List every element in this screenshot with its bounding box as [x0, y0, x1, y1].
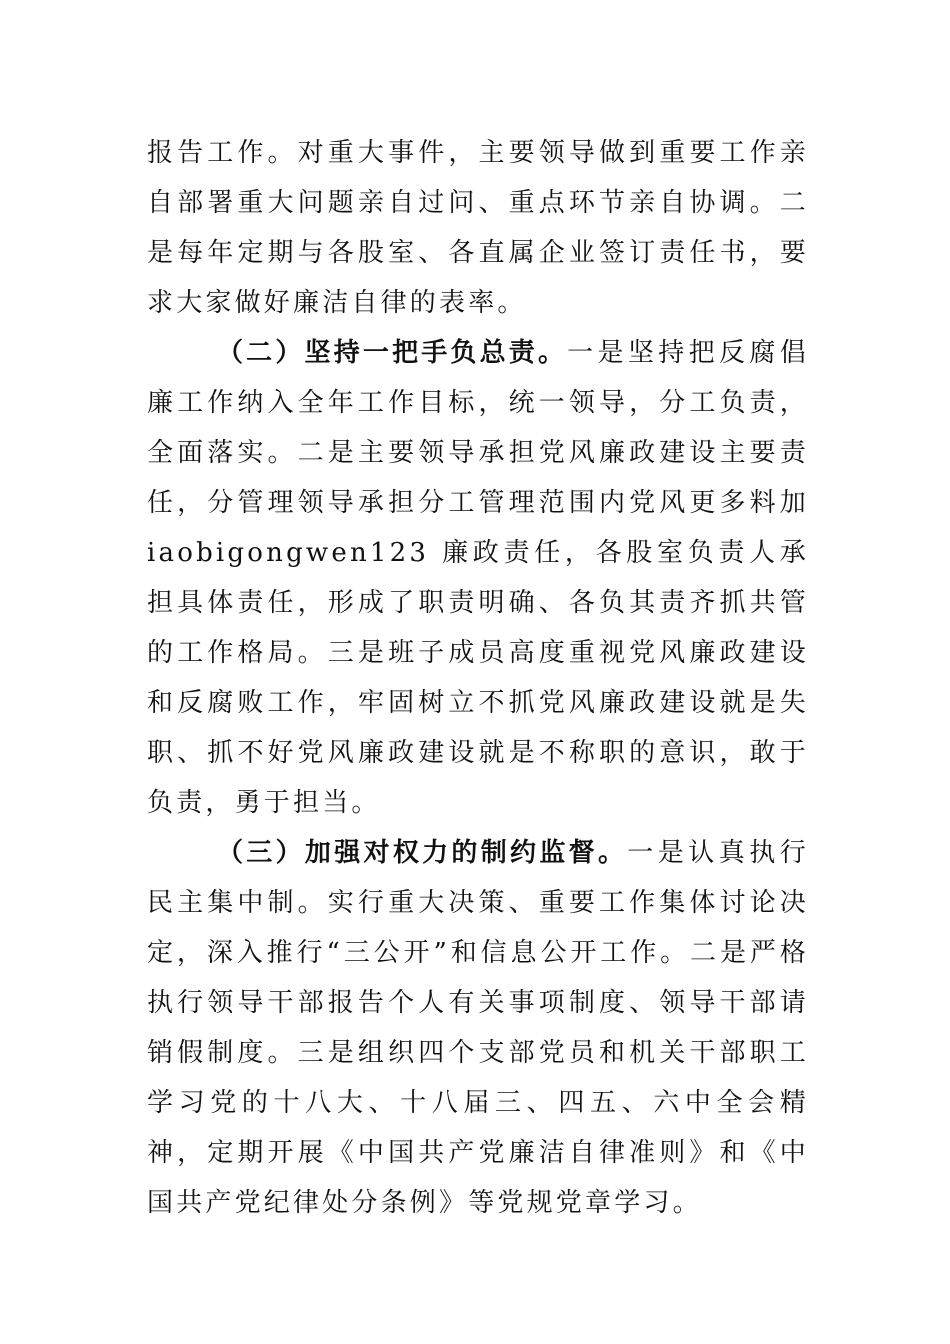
paragraph-text: 一是认真执行民主集中制。实行重大决策、重要工作集体讨论决定，深入推行“三公开”和信息公开工作。二是严格执行领导干部报告个人有关事项制度、领导干部请销假制度。三是组织四个支部党员和机关干部职工学习党的十八大、十八届三、四五、六中全会精神，定期开展《中国共产党廉洁自律准则》和《中国共产党纪律处分条例》等党规党章学习。 — [147, 838, 809, 1218]
paragraph-section-2 — [147, 328, 809, 828]
paragraph-continuation — [147, 128, 809, 328]
section-heading: （三）加强对权力的制约监督。 — [217, 838, 628, 868]
paragraph-text: 报告工作。对重大事件，主要领导做到重要工作亲自部署重大问题亲自过问、重点环节亲自协调。二是每年定期与各股室、各直属企业签订责任书，要求大家做好廉洁自律的表率。 — [147, 138, 809, 318]
section-heading: （二）坚持一把手负总责。 — [217, 338, 568, 368]
document-body — [147, 128, 809, 1228]
paragraph-text: 一是坚持把反腐倡廉工作纳入全年工作目标，统一领导，分工负责，全面落实。二是主要领导承担党风廉政建设主要责任，分管理领导承担分工管理范围内党风更多料加 iaobigongwen123 廉政责任，各股室负责人承担具体责任，形成了职责明确、各负其责齐抓共管的工作格局。三是班子成员高度重视党风廉政建设和反腐败工作，牢固树立不抓党风廉政建设就是失职、抓不好党风廉政建设就是不称职的意识，敢于负责，勇于担当。 — [147, 338, 809, 818]
paragraph-section-3 — [147, 828, 809, 1228]
